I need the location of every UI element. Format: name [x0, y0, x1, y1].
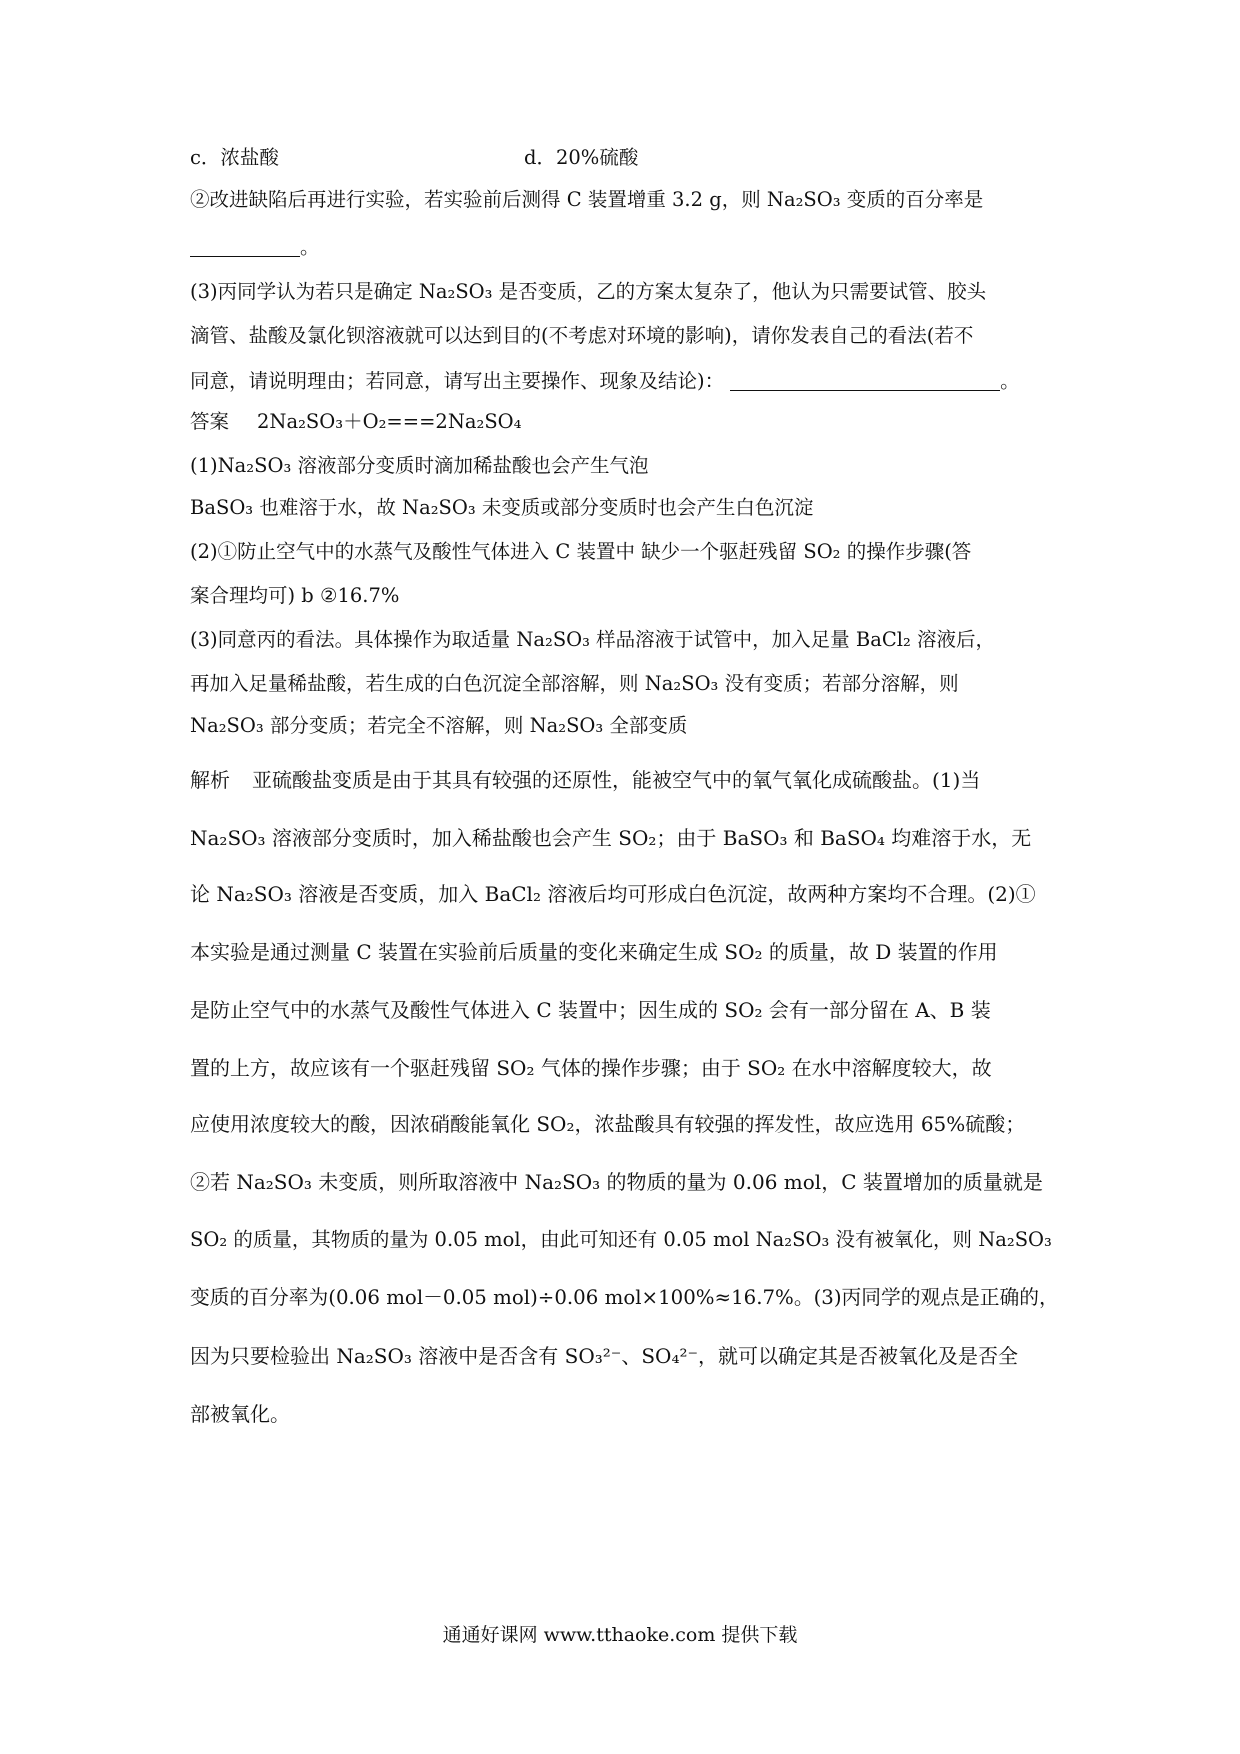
question-3-line-2: 滴管、盐酸及氯化钡溶液就可以达到目的(不考虑对环境的影响)，请你发表自己的看法(若不: [190, 324, 974, 347]
question-3-line-3: [190, 370, 1060, 391]
answer-3-line-1: (3)同意丙的看法。具体操作为取适量 Na₂SO₃ 样品溶液于试管中，加入足量 BaCl₂ 溶液后，: [190, 628, 996, 651]
question-2-2-end: 。: [300, 235, 320, 259]
explanation-line-8: ②若 Na₂SO₃ 未变质，则所取溶液中 Na₂SO₃ 的物质的量为 0.06 mol，C 装置增加的质量就是: [190, 1170, 1043, 1194]
explanation-line-12: 部被氧化。: [190, 1402, 290, 1426]
explanation-label: 解析: [190, 768, 230, 792]
answer-3-line-3: Na₂SO₃ 部分变质；若完全不溶解，则 Na₂SO₃ 全部变质: [190, 714, 688, 737]
explanation-text-11b: ，就可以确定其是否被氧化及是否全: [698, 1344, 1019, 1368]
answer-label: 答案: [190, 410, 230, 433]
question-2-2-blank-line: [190, 236, 1060, 257]
explanation-line-1: [190, 770, 1060, 790]
answer-blank: [730, 370, 1000, 391]
answer-2-line-2: 案合理均可) b ②16.7%: [190, 584, 400, 607]
answer-heading: [190, 412, 1060, 432]
answer-3-line-2: 再加入足量稀盐酸，若生成的白色沉淀全部溶解，则 Na₂SO₃ 没有变质；若部分溶解，则: [190, 672, 959, 695]
page-footer: 通通好课网 www.tthaoke.com 提供下载: [442, 1624, 798, 1646]
explanation-line-9: SO₂ 的质量，其物质的量为 0.05 mol，由此可知还有 0.05 mol Na₂SO₃ 没有被氧化，则 Na₂SO₃: [190, 1228, 1052, 1251]
ion-separator: 、: [621, 1344, 642, 1368]
answer-1-line-1: (1)Na₂SO₃ 溶液部分变质时滴加稀盐酸也会产生气泡: [190, 454, 649, 477]
answer-2-line-1: (2)①防止空气中的水蒸气及酸性气体进入 C 装置中 缺少一个驱赶残留 SO₂ 的操作步骤(答: [190, 540, 972, 563]
sulfite-ion: SO₃²⁻: [564, 1344, 622, 1368]
question-2-2: [190, 190, 1060, 210]
answer-1-line-2: BaSO₃ 也难溶于水，故 Na₂SO₃ 未变质或部分变质时也会产生白色沉淀: [190, 496, 814, 519]
answer-equation: 2Na₂SO₃＋O₂===2Na₂SO₄: [257, 410, 522, 433]
explanation-line-10: 变质的百分率为(0.06 mol－0.05 mol)÷0.06 mol×100%≈16.7%。(3)丙同学的观点是正确的，: [190, 1286, 1059, 1309]
explanation-text-1: 亚硫酸盐变质是由于其具有较强的还原性，能被空气中的氧气氧化成硫酸盐。(1)当: [252, 768, 981, 792]
explanation-line-2: Na₂SO₃ 溶液部分变质时，加入稀盐酸也会产生 SO₂；由于 BaSO₃ 和 BaSO₄ 均难溶于水，无: [190, 826, 1032, 850]
question-2-2-text: ②改进缺陷后再进行实验，若实验前后测得 C 装置增重 3.2 g，则 Na₂SO₃ 变质的百分率是: [190, 188, 984, 211]
explanation-text-11a: 因为只要检验出 Na₂SO₃ 溶液中是否含有: [190, 1344, 559, 1368]
sulfate-ion: SO₄²⁻: [641, 1344, 699, 1368]
explanation-line-11: [190, 1346, 1060, 1366]
option-c: c．浓盐酸: [190, 146, 279, 169]
explanation-line-5: 是防止空气中的水蒸气及酸性气体进入 C 装置中；因生成的 SO₂ 会有一部分留在 A、B 装: [190, 998, 991, 1022]
option-d: d．20%硫酸: [524, 146, 639, 169]
question-3-line-3-text: 同意，请说明理由；若同意，请写出主要操作、现象及结论)：: [190, 369, 725, 393]
explanation-line-6: 置的上方，故应该有一个驱赶残留 SO₂ 气体的操作步骤；由于 SO₂ 在水中溶解度较大，故: [190, 1056, 992, 1080]
explanation-line-7: 应使用浓度较大的酸，因浓硝酸能氧化 SO₂，浓盐酸具有较强的挥发性，故应选用 65%硫酸；: [190, 1112, 1026, 1136]
explanation-line-3: 论 Na₂SO₃ 溶液是否变质，加入 BaCl₂ 溶液后均可形成白色沉淀，故两种方案均不合理。(2)①: [190, 882, 1036, 906]
question-3-line-1: (3)丙同学认为若只是确定 Na₂SO₃ 是否变质，乙的方案太复杂了，他认为只需要试管、胶头: [190, 280, 987, 303]
question-3-line-3-end: 。: [1000, 369, 1020, 393]
answer-blank: [190, 236, 300, 257]
explanation-line-4: 本实验是通过测量 C 装置在实验前后质量的变化来确定生成 SO₂ 的质量，故 D 装置的作用: [190, 940, 998, 964]
